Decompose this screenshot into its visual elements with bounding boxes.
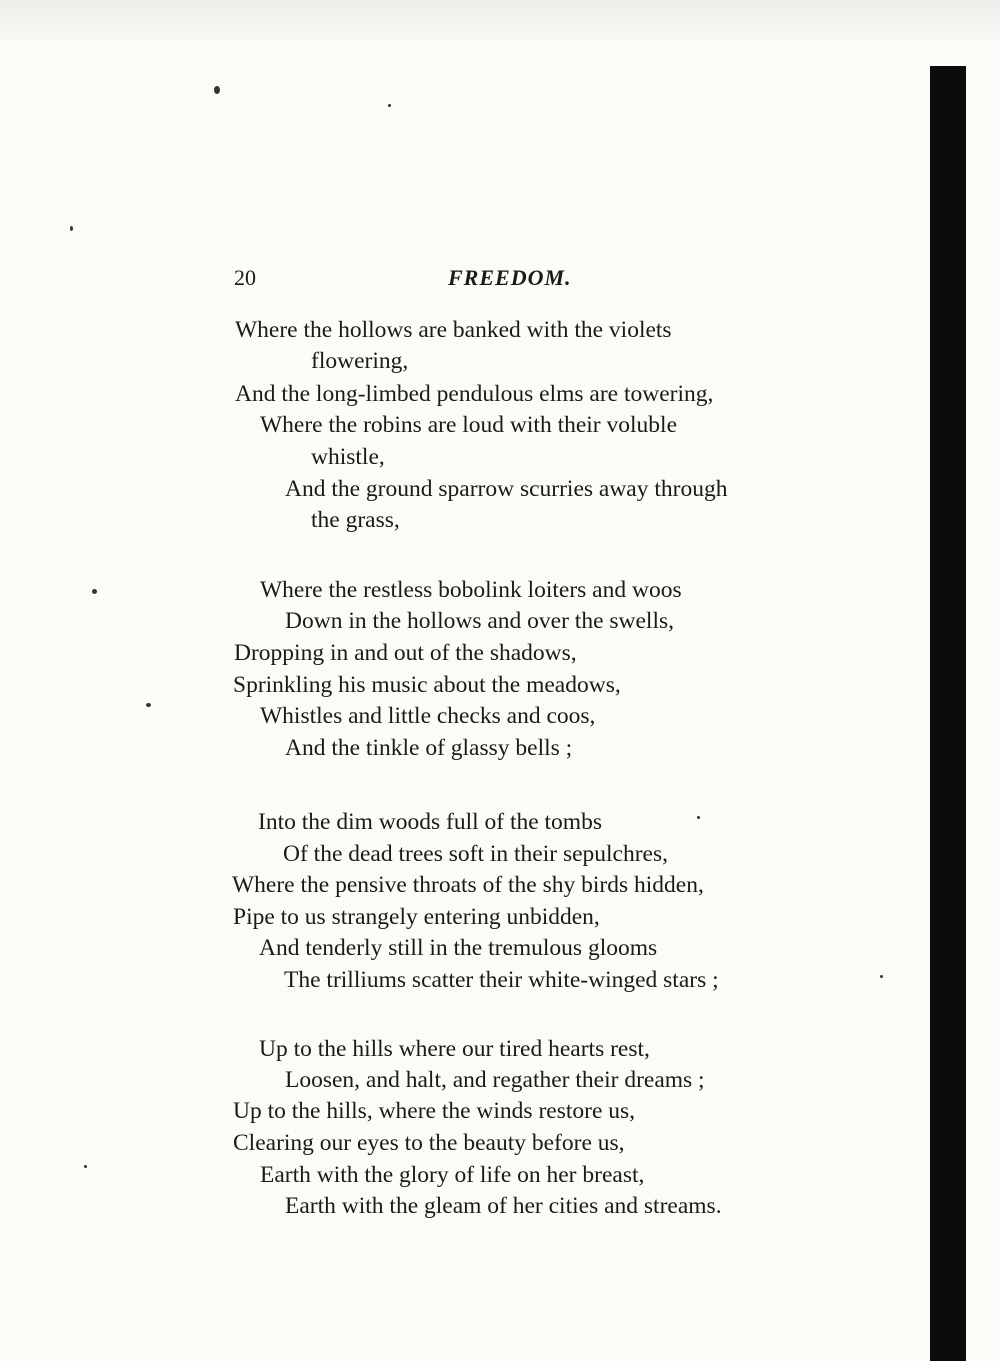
poem-line: Dropping in and out of the shadows, bbox=[234, 640, 577, 666]
scan-speck bbox=[84, 1165, 87, 1168]
scan-speck bbox=[880, 975, 883, 978]
poem-line: Clearing our eyes to the beauty before us, bbox=[233, 1130, 625, 1156]
poem-line: And tenderly still in the tremulous glooms bbox=[259, 935, 658, 961]
poem-line: Up to the hills where our tired hearts rest, bbox=[259, 1036, 650, 1062]
poem-line: And the long-limbed pendulous elms are towering, bbox=[235, 381, 714, 407]
book-binding-edge bbox=[930, 66, 966, 1361]
poem-line: Down in the hollows and over the swells, bbox=[285, 608, 675, 634]
scan-speck bbox=[388, 104, 391, 107]
poem-line: flowering, bbox=[311, 348, 409, 374]
poem-line: Pipe to us strangely entering unbidden, bbox=[233, 904, 600, 930]
scan-speck bbox=[214, 86, 220, 94]
poem-line: Where the restless bobolink loiters and woos bbox=[260, 577, 682, 603]
poem-line: Whistles and little checks and coos, bbox=[260, 703, 596, 729]
poem-line: Loosen, and halt, and regather their dreams ; bbox=[285, 1067, 705, 1093]
page-number: 20 bbox=[234, 265, 256, 290]
poem-line: Up to the hills, where the winds restore us, bbox=[233, 1098, 636, 1124]
poem-line: And the ground sparrow scurries away through bbox=[285, 476, 728, 502]
poem-line: Sprinkling his music about the meadows, bbox=[233, 672, 621, 698]
page-top-shadow bbox=[0, 0, 1000, 46]
poem-line: Where the robins are loud with their voluble bbox=[260, 412, 677, 438]
poem-line: Earth with the gleam of her cities and streams. bbox=[285, 1193, 722, 1219]
poem-line: Earth with the glory of life on her breast, bbox=[260, 1162, 645, 1188]
scan-speck bbox=[697, 816, 700, 819]
poem-line: The trilliums scatter their white-winged stars ; bbox=[284, 967, 719, 993]
scan-speck bbox=[146, 703, 151, 707]
poem-line: Where the pensive throats of the shy birds hidden, bbox=[232, 872, 704, 898]
running-head: FREEDOM. bbox=[448, 265, 572, 290]
poem-line: Into the dim woods full of the tombs bbox=[258, 809, 602, 835]
poem-line: And the tinkle of glassy bells ; bbox=[285, 735, 573, 761]
poem-line: Where the hollows are banked with the violets bbox=[235, 317, 672, 343]
poem-line: the grass, bbox=[311, 507, 400, 533]
poem-line: Of the dead trees soft in their sepulchres, bbox=[283, 841, 669, 867]
scan-speck bbox=[70, 226, 73, 231]
poem-line: whistle, bbox=[311, 444, 385, 470]
scan-speck bbox=[92, 589, 97, 594]
